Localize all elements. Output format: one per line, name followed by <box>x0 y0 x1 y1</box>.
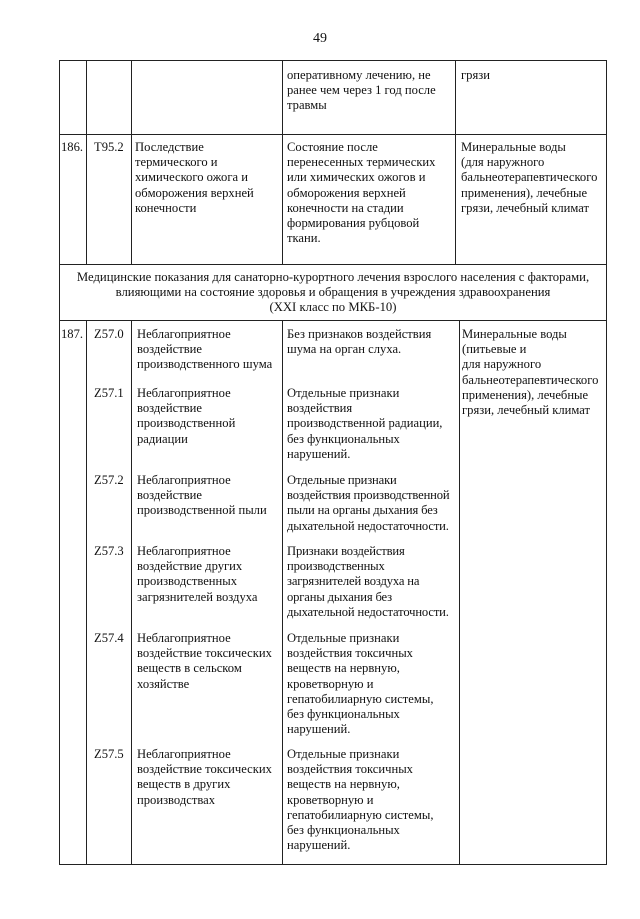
resorts: Минеральные воды (для наружного бальнеотерапевтического применения), лечебные грязи, лечебный климат <box>461 140 598 215</box>
indication: Отдельные признаки воздействия производственной радиации, без функциональных нарушений. <box>287 386 443 461</box>
indication: Отдельные признаки воздействия токсичных веществ на нервную, кроветворную и гепатобилиарную системы, без функциональных нарушений. <box>287 747 434 853</box>
diagnosis: Неблагоприятное воздействие производственной радиации <box>137 386 236 446</box>
indication: Отдельные признаки воздействия токсичных веществ на нервную, кроветворную и гепатобилиарную системы, без функциональных нарушений. <box>287 631 434 737</box>
diagnosis: Неблагоприятное воздействие производственного шума <box>137 327 273 372</box>
diagnosis: Неблагоприятное воздействие токсических веществ в других производствах <box>137 747 272 807</box>
icd-code: Z57.3 <box>94 544 124 558</box>
diagnosis: Неблагоприятное воздействие других производственных загрязнителей воздуха <box>137 544 258 604</box>
row-number: 187. <box>61 327 84 341</box>
table-bottom-border <box>59 864 607 865</box>
row-number: 186. <box>61 140 84 154</box>
indication: Без признаков воздействия шума на орган слуха. <box>287 327 432 357</box>
table-left-border <box>59 60 60 865</box>
icd-code: Z57.5 <box>94 747 124 761</box>
table-right-border <box>606 60 607 865</box>
icd-code: Z57.0 <box>94 327 124 341</box>
diagnosis: Неблагоприятное воздействие производственной пыли <box>137 473 267 518</box>
row-divider <box>59 134 607 135</box>
section-header: Медицинские показания для санаторно-курортного лечения взрослого населения с факторами, влияющими на состояние здоровья и обращения в учреждения здравоохранения (XXI класс по МКБ-10) <box>76 270 590 315</box>
row-divider <box>59 264 607 265</box>
indication: Состояние после перенесенных термических или химических ожогов и обморожения верхней конечности на стадии формирования рубцовой ткани. <box>287 140 436 246</box>
diagnosis: Последствие термического и химического ожога и обморожения верхней конечности <box>135 140 254 215</box>
resorts: Минеральные воды (питьевые и для наружного бальнеотерапевтического применения), лечебные грязи, лечебный климат <box>462 327 599 418</box>
indication: Отдельные признаки воздействия производственной пыли на органы дыхания без дыхательной недостаточности. <box>287 473 450 533</box>
column-divider <box>282 320 283 864</box>
icd-code: Z57.2 <box>94 473 124 487</box>
icd-code: T95.2 <box>94 140 124 154</box>
icd-code: Z57.4 <box>94 631 124 645</box>
column-divider <box>86 60 87 264</box>
column-divider <box>459 320 460 864</box>
continuation-indication: оперативному лечению, не ранее чем через 1 год после травмы <box>287 68 436 113</box>
icd-code: Z57.1 <box>94 386 124 400</box>
column-divider <box>131 60 132 264</box>
indication: Признаки воздействия производственных загрязнителей воздуха на органы дыхания без дыхательной недостаточности. <box>287 544 449 619</box>
diagnosis: Неблагоприятное воздействие токсических веществ в сельском хозяйстве <box>137 631 272 691</box>
table-top-border <box>59 60 607 61</box>
column-divider <box>282 60 283 264</box>
column-divider <box>131 320 132 864</box>
column-divider <box>86 320 87 864</box>
row-divider <box>59 320 607 321</box>
page-number: 49 <box>313 31 327 46</box>
continuation-resorts: грязи <box>461 68 490 82</box>
